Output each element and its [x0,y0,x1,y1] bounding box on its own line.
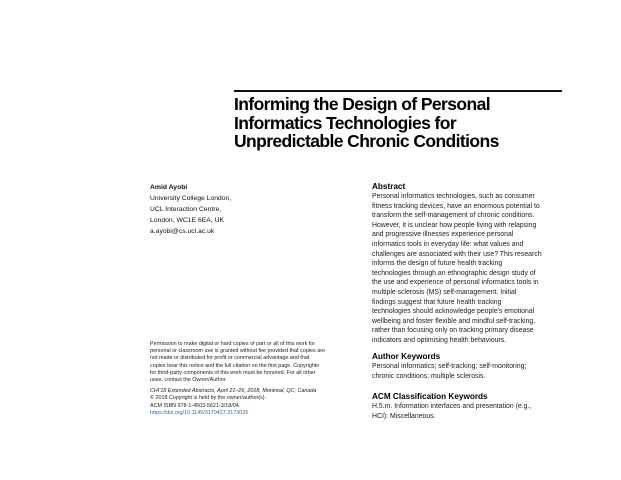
title-line: Informatics Technologies for [234,112,457,133]
abstract-line: wellbeing and foster flexible and mindful self-tracking, [372,317,536,325]
abstract-line: informatics tools in everyday life: what values and [372,240,524,248]
abstract-line: multiple sclerosis (MS) self-management. Initial [372,288,517,296]
abstract-line: transform the self-management of chronic conditions. [372,212,535,220]
author-keywords-body [372,362,526,381]
acm-classification-heading: ACM Classification Keywords [372,392,488,401]
acm-classification-section [372,391,531,421]
abstract-line: rather than focusing only on tracking primary disease [372,327,534,335]
permission-line: copies bear this notice and the full citation on the first page. Copyrights [150,362,320,369]
author-affiliation-line: University College London, [150,195,232,202]
abstract-line: informs the design of future health tracking [372,260,503,268]
keywords-line: chronic conditions; multiple sclerosis. [372,372,486,380]
abstract-section [372,181,572,346]
permission-line: uses, contact the Owner/Author. [150,377,227,384]
author-name: Amid Ayobi [150,184,188,191]
abstract-line: technologies through an ethnographic design study of [372,269,536,277]
permission-line: for third-party components of this work must be honored. For all other [150,369,316,376]
author-block [150,182,231,237]
author-keywords-heading: Author Keywords [372,352,441,361]
author-email: a.ayobi@cs.ucl.ac.uk [150,228,215,235]
abstract-line: findings suggest that future health tracking [372,298,502,306]
doi-link[interactable]: https://doi.org/10.1145/3170427.3173025 [150,409,249,416]
keywords-line: Personal informatics; self-tracking; self-monitoring; [372,363,527,370]
title-rule [234,90,562,92]
abstract-line: indicators and optimising health behaviours. [372,336,507,344]
title-line: Informing the Design of Personal [234,94,490,114]
permission-notice [150,341,360,417]
title-line: Unpredictable Chronic Conditions [234,131,499,151]
right-column [372,181,572,420]
abstract-line: However, it is unclear how people living with relapsing [372,221,537,229]
permission-line: not made or distributed for profit or commercial advantage and that [150,355,310,362]
acm-classification-body [372,402,531,421]
abstract-line: the use and experience of personal informatics tools in [372,279,539,287]
permission-line: Permission to make digital or hard copies of part or all of this work for [150,341,316,347]
classification-line: H.5.m. Information interfaces and presentation (e.g., [372,403,532,410]
abstract-line: fitness tracking devices, have an enormous potential to [372,202,540,210]
abstract-line: technologies should acknowledge people's emotional [372,308,535,316]
citation-line: CHI'18 Extended Abstracts, April 21–26, 2018, Montreal, QC, Canada [150,388,317,395]
permission-line: personal or classroom use is granted without fee provided that copies are [150,348,325,355]
abstract-line: and progressive illnesses experience personal [372,231,514,239]
abstract-heading: Abstract [372,182,406,191]
abstract-body [372,192,572,346]
abstract-line: Personal informatics technologies, such as consumer [372,193,535,200]
author-affiliation-line: UCL Interaction Centre, [150,206,222,213]
citation-line: ACM ISBN 978-1-4503-5621-3/18/04. [150,402,241,409]
classification-line: HCI): Miscellaneous. [372,412,436,420]
author-keywords-section [372,351,526,381]
author-affiliation-line: London, WC1E 6EA, UK [150,217,225,224]
abstract-line: challenges are associated with their use? This research [372,250,542,258]
paper-title [234,95,574,151]
citation-line: © 2018 Copyright is held by the owner/author(s). [150,395,267,402]
